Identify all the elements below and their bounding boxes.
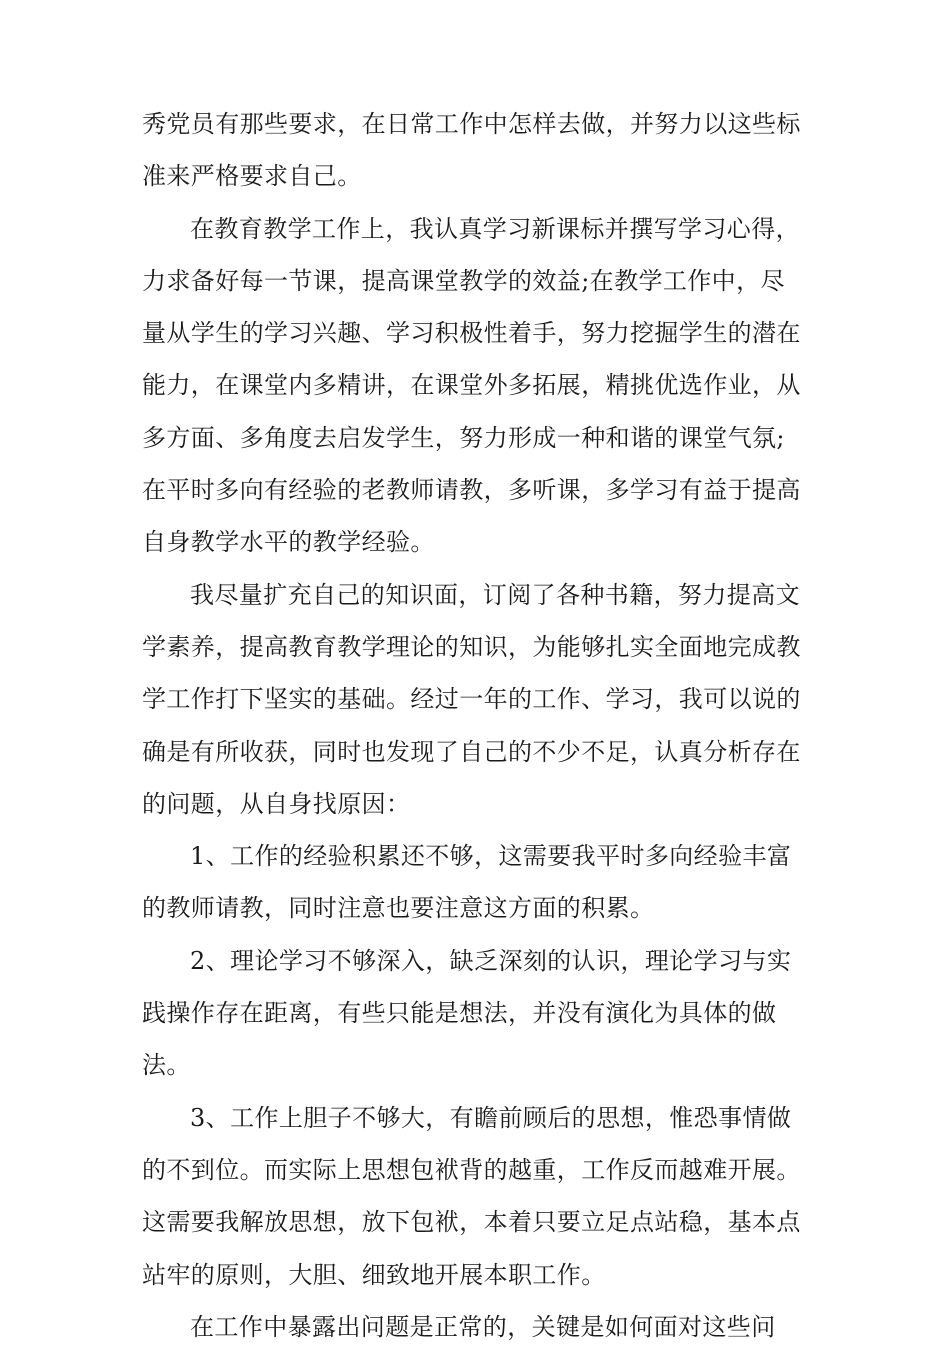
text-line: 力求备好每一节课，提高课堂教学的效益;在教学工作中，尽 [142, 266, 785, 295]
paragraph-start-line: 在教育教学工作上，我认真学习新课标并撰写学习心得， [190, 214, 800, 243]
list-item-line: 2、理论学习不够深入，缺乏深刻的认识，理论学习与实 [190, 946, 792, 975]
text-line: 站牢的原则，大胆、细致地开展本职工作。 [142, 1260, 606, 1289]
paragraph-start-line: 在工作中暴露出问题是正常的，关键是如何面对这些问 [190, 1312, 776, 1341]
list-item-line: 1、工作的经验积累还不够，这需要我平时多向经验丰富 [190, 842, 792, 871]
text-line: 自身教学水平的教学经验。 [142, 528, 435, 557]
text-line: 量从学生的学习兴趣、学习积极性着手，努力挖掘学生的潜在 [142, 319, 801, 348]
text-line: 能力，在课堂内多精讲，在课堂外多拓展，精挑优选作业，从 [142, 371, 801, 400]
text-line: 这需要我解放思想，放下包袱，本着只要立足点站稳，基本点 [142, 1208, 801, 1237]
text-line: 在平时多向有经验的老教师请教，多听课，多学习有益于提高 [142, 476, 801, 505]
text-line: 的问题，从自身找原因： [142, 789, 411, 818]
body-text [142, 104, 822, 1359]
text-line: 准来严格要求自己。 [142, 162, 362, 191]
text-line: 的教师请教，同时注意也要注意这方面的积累。 [142, 894, 655, 923]
text-line: 的不到位。而实际上思想包袱背的越重，工作反而越难开展。 [142, 1155, 801, 1184]
paragraph-start-line: 我尽量扩充自己的知识面，订阅了各种书籍，努力提高文 [190, 580, 800, 609]
text-line: 践操作存在距离，有些只能是想法，并没有演化为具体的做 [142, 999, 777, 1028]
list-item-line: 3、工作上胆子不够大，有瞻前顾后的思想，惟恐事情做 [190, 1103, 792, 1132]
text-line: 学工作打下坚实的基础。经过一年的工作、学习，我可以说的 [142, 685, 801, 714]
text-line: 多方面、多角度去启发学生，努力形成一种和谐的课堂气氛; [142, 423, 785, 452]
text-line: 秀党员有那些要求，在日常工作中怎样去做，并努力以这些标 [142, 110, 801, 138]
text-line: 确是有所收获，同时也发现了自己的不少不足，认真分析存在 [142, 737, 801, 766]
text-line: 法。 [142, 1051, 191, 1080]
text-line: 学素养，提高教育教学理论的知识，为能够扎实全面地完成教 [142, 632, 801, 661]
